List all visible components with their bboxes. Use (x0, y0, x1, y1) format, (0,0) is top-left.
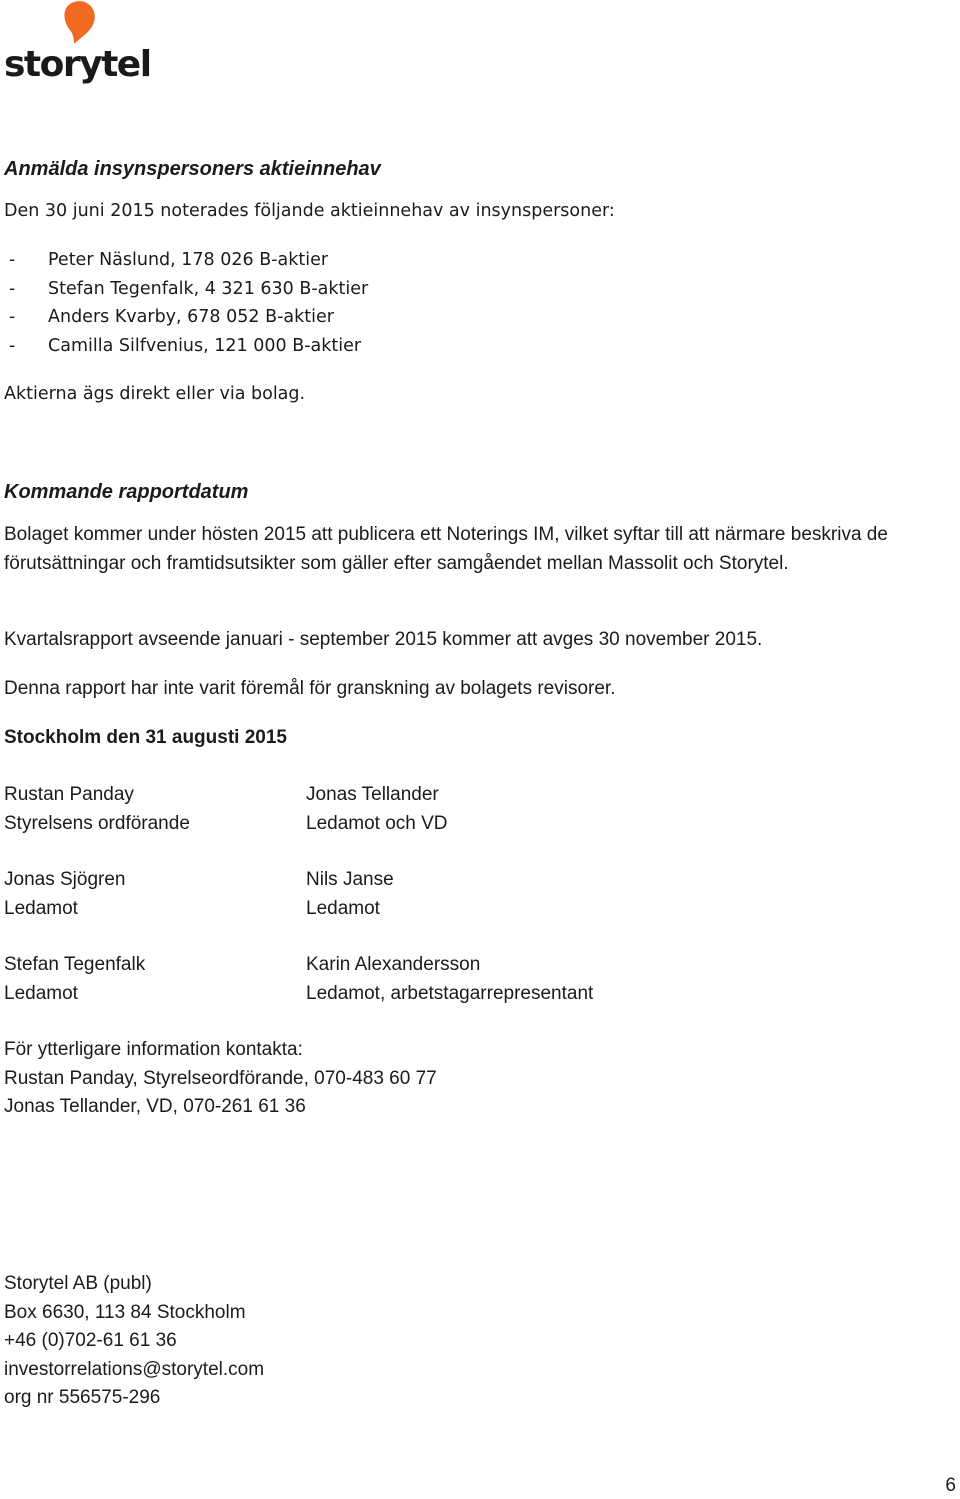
page-number: 6 (945, 1475, 956, 1496)
reporting-paragraph-3: Denna rapport har inte varit föremål för granskning av bolagets revisorer. (4, 678, 616, 699)
bullet-dash: - (9, 278, 16, 299)
holding-text: Stefan Tegenfalk, 4 321 630 B-aktier (48, 278, 369, 299)
holding-text: Camilla Silfvenius, 121 000 B-aktier (48, 335, 362, 356)
bullet-dash: - (9, 307, 16, 327)
signatory-name: Jonas Sjögren (4, 869, 126, 890)
signatory-left-1 (4, 781, 190, 838)
reporting-heading: Kommande rapportdatum (4, 481, 249, 503)
insiders-intro: Den 30 juni 2015 noterades följande aktieinnehav av insynspersoner: (4, 201, 615, 221)
logo-wordmark: storytel (4, 44, 151, 85)
holding-text: Anders Kvarby, 678 052 B-aktier (48, 307, 334, 327)
company-address: Box 6630, 113 84 Stockholm (4, 1301, 246, 1323)
signatory-name: Nils Janse (306, 869, 394, 890)
company-phone: +46 (0)702-61 61 36 (4, 1330, 177, 1351)
contact-line: Jonas Tellander, VD, 070-261 61 36 (4, 1096, 306, 1117)
signatory-right-3 (306, 951, 593, 1008)
signatory-right-1 (306, 781, 448, 838)
list-item (4, 275, 368, 304)
signatory-name: Stefan Tegenfalk (4, 954, 146, 975)
signatory-role: Ledamot (4, 897, 78, 919)
insiders-heading: Anmälda insynspersoners aktieinnehav (4, 158, 381, 180)
signatory-role: Ledamot (306, 897, 380, 919)
bullet-dash: - (9, 335, 16, 356)
holdings-list (4, 246, 368, 360)
company-info (4, 1270, 264, 1413)
signatory-right-2 (306, 866, 394, 923)
signatory-role: Ledamot, arbetstagarrepresentant (306, 982, 594, 1004)
ownership-note: Aktierna ägs direkt eller via bolag. (4, 384, 306, 404)
company-name: Storytel AB (publ) (4, 1273, 152, 1294)
reporting-paragraph-2: Kvartalsrapport avseende januari - september 2015 kommer att avges 30 november 2015. (4, 629, 763, 650)
holding-text: Peter Näslund, 178 026 B-aktier (48, 250, 329, 270)
signatory-name: Jonas Tellander (306, 784, 439, 805)
list-item (4, 246, 368, 275)
signatory-left-2 (4, 866, 125, 923)
signatory-role: Styrelsens ordförande (4, 812, 190, 834)
signatory-role: Ledamot (4, 982, 78, 1004)
contact-heading: För ytterligare information kontakta: (4, 1039, 303, 1060)
list-item (4, 303, 368, 332)
place-date: Stockholm den 31 augusti 2015 (4, 727, 287, 748)
signatory-left-3 (4, 951, 145, 1008)
company-email[interactable]: investorrelations@storytel.com (4, 1358, 265, 1380)
signatory-name: Karin Alexandersson (306, 954, 481, 975)
list-item (4, 332, 368, 361)
bullet-dash: - (9, 250, 16, 270)
contact-block (4, 1036, 437, 1122)
reporting-paragraph-1: Bolaget kommer under hösten 2015 att publicera ett Noterings IM, vilket syftar till att närmare beskriva de förutsättningar och framtidsutsikter som gäller efter samgåendet mellan Massolit och Storytel. (4, 524, 888, 574)
signatory-role: Ledamot och VD (306, 812, 448, 834)
company-org-number: org nr 556575-296 (4, 1387, 161, 1408)
signatory-name: Rustan Panday (4, 784, 134, 805)
contact-line: Rustan Panday, Styrelseordförande, 070-483 60 77 (4, 1067, 437, 1089)
